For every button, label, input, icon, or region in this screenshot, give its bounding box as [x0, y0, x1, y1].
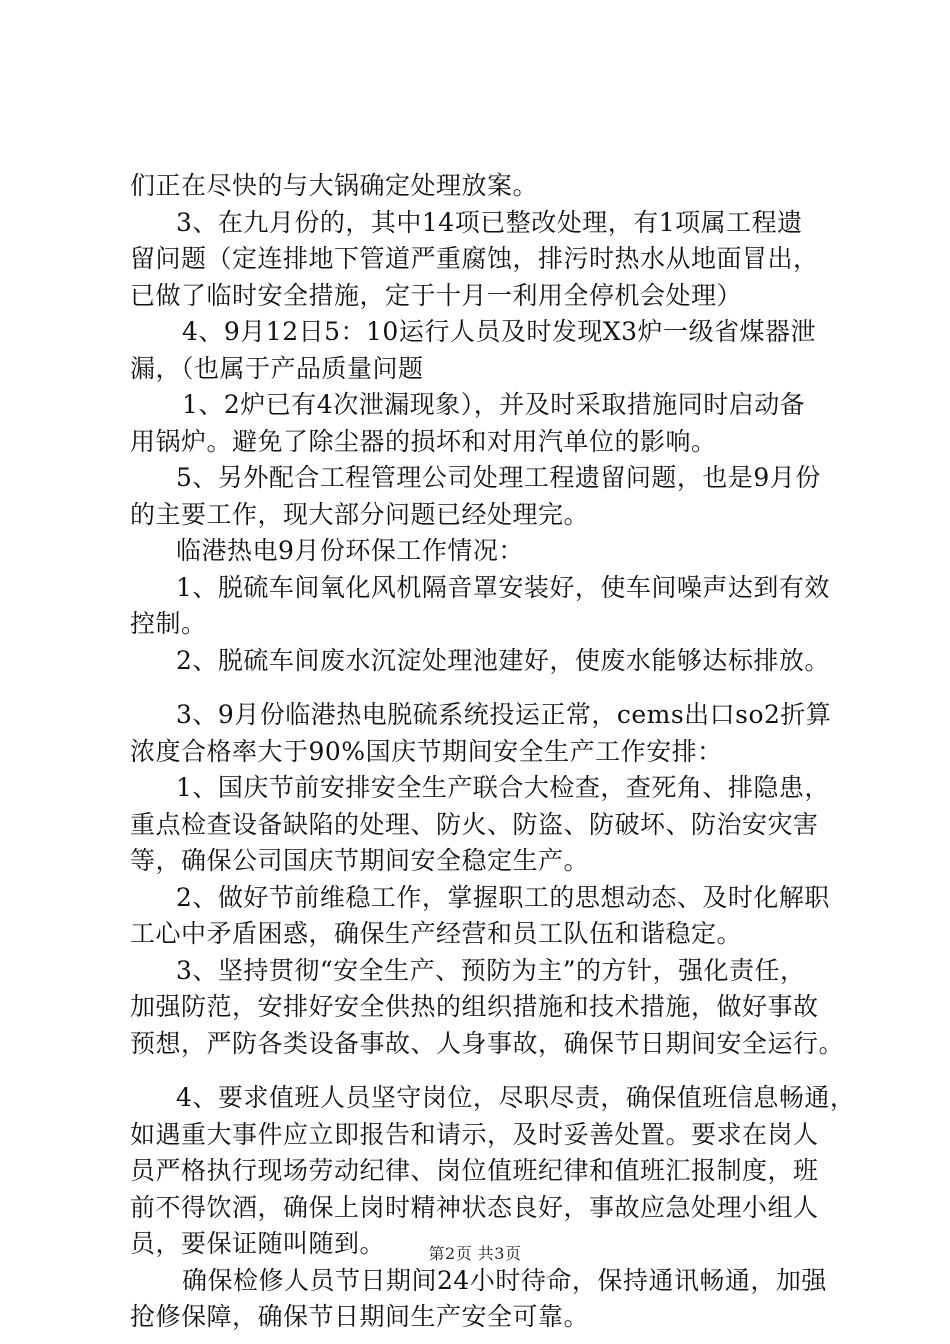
text-line: 重点检查设备缺陷的处理、防火、防盗、防破坏、防治安灾害 [130, 809, 819, 839]
text-line: 工心中矛盾困惑，确保生产经营和员工队伍和谐稳定。 [130, 919, 743, 948]
text-line: 4、9月12日5：10运行人员及时发现X3炉一级省煤器泄 [182, 317, 817, 346]
text-line: 临港热电9月份环保工作情况： [176, 536, 524, 565]
text-line: 漏，（也属于产品质量问题 [130, 353, 424, 383]
text-line: 2、做好节前维稳工作，掌握职工的思想动态、及时化解职 [176, 882, 830, 912]
text-line: 预想，严防各类设备事故、人身事故，确保节日期间安全运行。 [130, 1028, 845, 1058]
text-line: 前不得饮酒，确保上岗时精神状态良好，事故应急处理小组人 [130, 1192, 819, 1222]
paragraph-gap [130, 1062, 860, 1080]
text-line: 确保检修人员节日期间24小时待命，保持通讯畅通，加强 [182, 1265, 827, 1295]
text-line: 留问题（定连排地下管道严重腐蚀，排污时热水从地面冒出， [130, 244, 819, 273]
text-line: 们正在尽快的与大锅确定处理放案。 [130, 171, 539, 200]
text-line: 3、坚持贯彻“安全生产、预防为主”的方针，强化责任， [176, 955, 806, 985]
paragraph-gap [130, 679, 860, 697]
text-line: 员，要保证随叫随到。 [130, 1229, 386, 1258]
text-line: 2、脱硫车间废水沉淀处理池建好，使废水能够达标排放。 [176, 645, 830, 675]
text-line: 加强防范，安排好安全供热的组织措施和技术措施，做好事故 [130, 992, 819, 1021]
text-line: 抢修保障，确保节日期间生产安全可靠。 [130, 1302, 590, 1331]
text-line: 如遇重大事件应立即报告和请示，及时妥善处置。要求在岗人 [130, 1119, 819, 1149]
text-line: 的主要工作，现大部分问题已经处理完。 [130, 499, 590, 529]
text-line: 1、脱硫车间氧化风机隔音罩安装好，使车间噪声达到有效 [176, 572, 830, 602]
text-line: 3、9月份临港热电脱硫系统投运正常，cems出口so2折算 [176, 700, 832, 729]
text-line: 等，确保公司国庆节期间安全稳定生产。 [130, 846, 590, 875]
text-line: 控制。 [130, 609, 207, 638]
text-line: 1、2炉已有4次泄漏现象），并及时采取措施同时启动备 [182, 390, 806, 419]
text-line: 5、另外配合工程管理公司处理工程遗留问题，也是9月份 [176, 463, 821, 492]
text-line: 浓度合格率大于90%国庆节期间安全生产工作安排： [130, 736, 723, 766]
text-line: 用锅炉。避免了除尘器的损坏和对用汽单位的影响。 [130, 426, 717, 456]
text-line: 3、在九月份的，其中14项已整改处理，有1项属工程遗 [176, 207, 803, 237]
page-number-footer: 第2页 共3页 [428, 1244, 522, 1263]
document-body [130, 168, 860, 1336]
text-line: 已做了临时安全措施，定于十月一利用全停机会处理） [130, 280, 743, 310]
text-line: 员严格执行现场劳动纪律、岗位值班纪律和值班汇报制度，班 [130, 1156, 819, 1185]
text-line: 1、国庆节前安排安全生产联合大检查，查死角、排隐患， [176, 773, 830, 802]
text-line: 4、要求值班人员坚守岗位，尽职尽责，确保值班信息畅通， [176, 1083, 856, 1112]
